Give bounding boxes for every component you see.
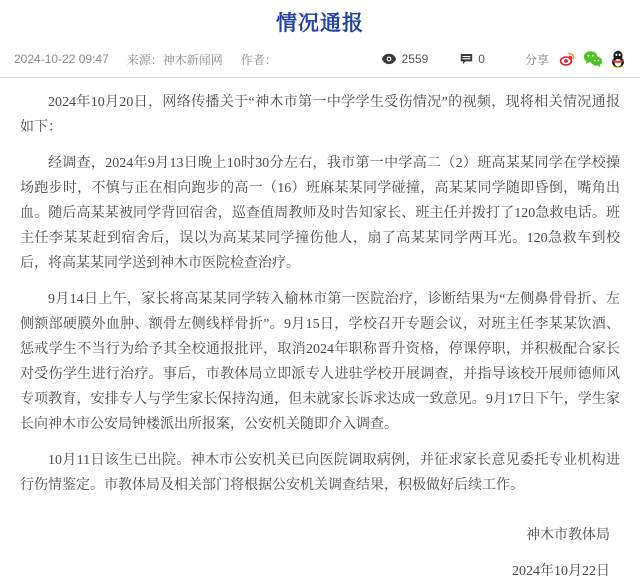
meta-left (14, 51, 277, 68)
weibo-icon[interactable] (558, 50, 576, 68)
eye-icon (381, 53, 397, 65)
source-label: 来源：神木新闻网 (126, 52, 223, 67)
page-title: 情况通报 (276, 12, 364, 35)
signature-org: 神木市教体局 (526, 528, 610, 543)
share-group (525, 50, 626, 68)
article-body (0, 78, 640, 498)
signature-block (0, 524, 640, 580)
comment-icon (460, 53, 473, 65)
view-count: 2559 (401, 52, 429, 66)
article-paragraph: 9月14日上午，家长将高某某同学转入榆林市第一医院治疗，诊断结果为“左侧鼻骨骨折、左侧额部硬膜外血肿、额骨左侧线样骨折”。9月15日，学校召开专题会议，对班主任李某某饮酒、惩戒学生不当行为给予其全校通报批评，取消2024年职称晋升资格，停课停职，并积极配合家长对受伤学生进行治疗。事后，市教体局立即派专人进驻学校开展调查，并指导该校开展师德师风专项教育，安排专人与学生家长保持沟通，但未就家长诉求达成一致意见。9月17日下午，学生家长向神木市公安局钟楼派出所报案，公安机关随即介入调查。 (20, 292, 620, 432)
article-paragraph: 2024年10月20日，网络传播关于“神木市第一中学学生受伤情况”的视频，现将相关情况通报如下： (20, 95, 620, 135)
author-label: 作者： (240, 52, 277, 67)
article-meta-row (0, 50, 640, 68)
wechat-icon[interactable] (583, 50, 603, 68)
comment-counter (460, 52, 485, 66)
article-paragraph: 10月11日该生已出院。神木市公安机关已向医院调取病例，并征求家长意见委托专业机构进行伤情鉴定。市教体局及相关部门将根据公安机关调查结果，积极做好后续工作。 (20, 453, 620, 493)
comment-count: 0 (478, 52, 485, 66)
article-paragraph: 经调查，2024年9月13日晚上10时30分左右，我市第一中学高二（2）班高某某同学在学校操场跑步时，不慎与正在相向跑步的高一（16）班麻某某同学碰撞，高某某同学随即昏倒，嘴角出血。随后高某某被同学背回宿舍，巡查值周教师及时告知家长、班主任并拨打了120急救电话。班主任李某某赶到宿舍后，误以为高某某同学撞伤他人，扇了高某某同学两耳光。120急救车到校后，将高某某同学送到神木市医院检查治疗。 (20, 156, 620, 271)
meta-right (381, 50, 626, 68)
view-counter (381, 52, 429, 66)
share-label: 分享 (524, 52, 549, 67)
qq-icon[interactable] (610, 50, 626, 68)
signature-date: 2024年10月22日 (512, 564, 610, 579)
publish-datetime: 2024-10-22 09:47 (14, 52, 109, 66)
